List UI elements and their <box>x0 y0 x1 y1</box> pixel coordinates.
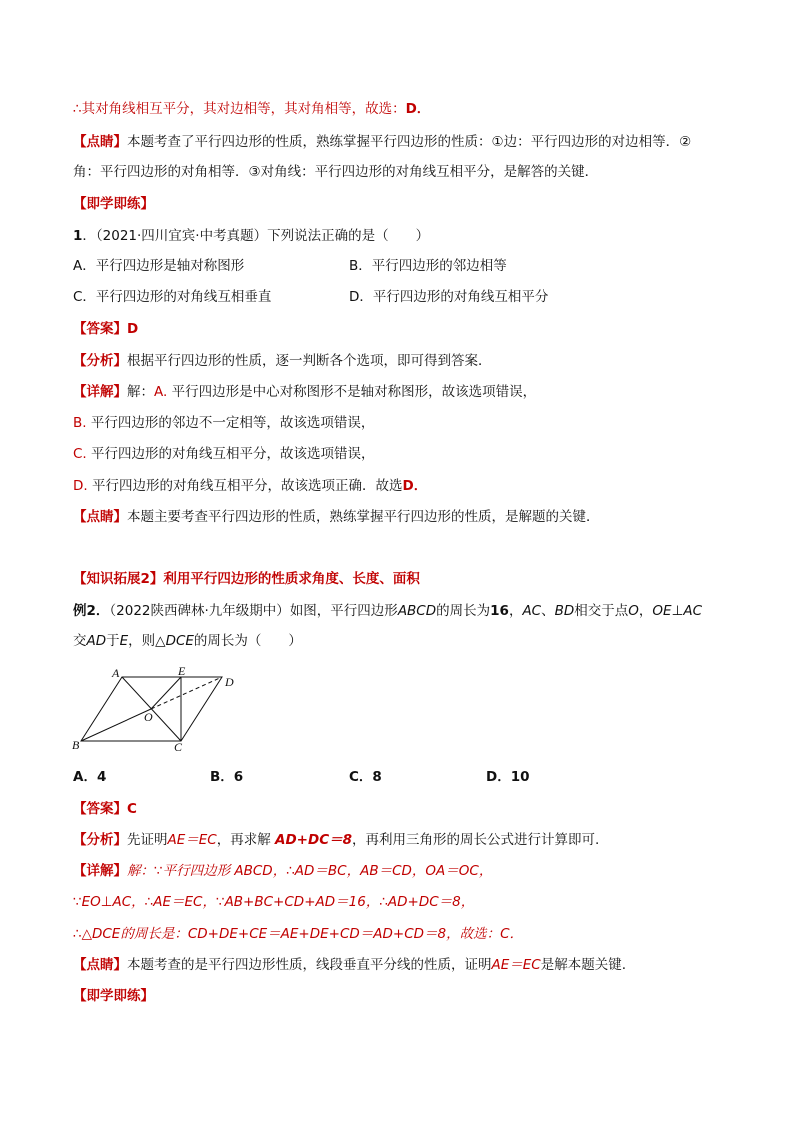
math-bd: BD <box>554 603 575 619</box>
key-point-line-1 <box>73 133 691 151</box>
key-point-1-text: 本题主要考查平行四边形的性质，熟练掌握平行四边形的性质，是解题的关键． <box>127 509 600 525</box>
example-2-text: 相交于点 <box>574 603 629 619</box>
analysis-2-tag: 【分析】 <box>73 832 127 848</box>
example-2-option-a: A．4 <box>73 769 107 785</box>
detail-1-tag: 【详解】 <box>73 384 127 400</box>
math-16: 16 <box>490 603 509 619</box>
conclusion-text: ∴其对角线相互平分，其对边相等，其对角相等，故选： <box>73 101 406 117</box>
key-point-2-tag: 【点睛】 <box>73 957 127 973</box>
math-o: O <box>628 603 639 619</box>
math-ad-dc-8: AD+DC＝8 <box>275 832 353 848</box>
section-heading-extension-2: 【知识拓展2】利用平行四边形的性质求角度、长度、面积 <box>73 571 420 587</box>
segment-eo <box>151 677 181 709</box>
detail-1-line-a <box>73 383 536 401</box>
detail-1-letter-a: A. <box>154 384 168 400</box>
answer-2-value: C <box>127 801 137 817</box>
answer-2-line <box>73 800 137 818</box>
math-oe-perp-ac: OE⊥AC <box>652 603 702 619</box>
example-2-line-2 <box>73 632 302 650</box>
conclusion-line <box>73 100 430 118</box>
example-2-text: ， <box>508 603 523 619</box>
parallelogram-figure <box>68 665 248 755</box>
key-point-text-2: 角：平行四边形的对角相等．③对角线：平行四边形的对角线互相平分，是解答的关键． <box>73 164 599 180</box>
key-point-1-tag: 【点睛】 <box>73 509 127 525</box>
practice-heading-2: 【即学即练】 <box>73 988 154 1004</box>
key-point-text: 本题考查了平行四边形的性质，熟练掌握平行四边形的性质：①边：平行四边形的对边相等．② <box>127 134 692 150</box>
example-2-text: 于 <box>106 633 120 649</box>
math-e: E <box>119 633 129 649</box>
example-2-line-1 <box>73 602 702 620</box>
answer-2-tag: 【答案】 <box>73 801 127 817</box>
math-ad: AD <box>86 633 107 649</box>
label-e: E <box>178 665 186 678</box>
key-point-2-text: 本题考查的是平行四边形性质，线段垂直平分线的性质，证明 <box>127 957 492 973</box>
label-d: D <box>225 675 234 689</box>
practice-heading-1: 【即学即练】 <box>73 196 154 212</box>
math-ae-eq-ec: AE＝EC <box>167 832 217 848</box>
key-point-tag: 【点睛】 <box>73 134 127 150</box>
analysis-1-tag: 【分析】 <box>73 353 127 369</box>
question-1-number: 1 <box>73 228 83 244</box>
example-2-text: 、 <box>541 603 555 619</box>
example-2-text: 如图，平行四边形 <box>289 603 398 619</box>
conclusion-choice: D． <box>405 101 431 117</box>
key-point-2-line <box>73 956 626 974</box>
analysis-2-text: ，再求解 <box>216 832 276 848</box>
math-ae-eq-ec-2: AE＝EC <box>491 957 541 973</box>
analysis-1-line <box>73 352 492 370</box>
analysis-2-text: ，再利用三角形的周长公式进行计算即可. <box>352 832 600 848</box>
detail-2-line-2: ∵EO⊥AC，∴AE＝EC，∵AB+BC+CD+AD＝16，∴AD+DC＝8， <box>73 894 475 910</box>
example-2-text: 的周长为 <box>436 603 491 619</box>
detail-1-text-d: 平行四边形的对角线互相平分，故该选项正确．故选 <box>87 478 403 494</box>
example-2-label: 例2． <box>73 603 110 619</box>
math-ac: AC <box>522 603 542 619</box>
question-1-option-b: B．平行四边形的邻边相等 <box>349 258 507 274</box>
detail-2-text-1: 解：∵平行四边形 ABCD，∴AD＝BC，AB＝CD，OA＝OC， <box>127 863 493 879</box>
detail-1-letter-d: D. <box>73 478 88 494</box>
analysis-1-text: 根据平行四边形的性质，逐一判断各个选项，即可得到答案． <box>127 353 492 369</box>
example-2-text: 的周长为（ ） <box>193 633 302 649</box>
example-2-text: ，则△ <box>128 633 166 649</box>
example-2-option-d: D．10 <box>486 769 530 785</box>
example-2-option-c: C．8 <box>349 769 382 785</box>
detail-1-choice: D． <box>402 478 428 494</box>
answer-1-value: D <box>127 321 139 337</box>
label-o: O <box>144 710 153 724</box>
label-c: C <box>174 740 183 754</box>
detail-1-prefix: 解： <box>127 384 154 400</box>
detail-1-letter-b: B. <box>73 415 87 431</box>
detail-1-text-b: 平行四边形的邻边不一定相等，故该选项错误， <box>86 415 375 431</box>
key-point-1-line <box>73 508 600 526</box>
question-1-option-d: D．平行四边形的对角线互相平分 <box>349 289 549 305</box>
example-2-option-b: B．6 <box>210 769 244 785</box>
label-a: A <box>112 666 120 680</box>
detail-1-line-d <box>73 477 427 495</box>
detail-2-line-3: ∴△DCE的周长是：CD+DE+CE＝AE+DE+CD＝AD+CD＝8，故选：C． <box>73 926 524 942</box>
example-2-text: ， <box>638 603 653 619</box>
example-2-text: 交 <box>73 633 87 649</box>
analysis-2-line <box>73 831 599 849</box>
label-b: B <box>72 738 80 752</box>
answer-1-tag: 【答案】 <box>73 321 127 337</box>
detail-1-letter-c: C. <box>73 446 87 462</box>
detail-2-line-1 <box>73 862 492 880</box>
detail-1-text-a: 平行四边形是中心对称图形不是轴对称图形，故该选项错误， <box>167 384 537 400</box>
question-1-text: ．（2021·四川宜宾·中考真题）下列说法正确的是（ ） <box>82 228 430 244</box>
detail-2-tag: 【详解】 <box>73 863 127 879</box>
key-point-2-text: 是解本题关键. <box>540 957 627 973</box>
key-point-line-2 <box>73 163 598 181</box>
math-abcd: ABCD <box>397 603 437 619</box>
question-1-stem <box>73 227 429 245</box>
detail-1-line-b <box>73 414 374 432</box>
analysis-2-text: 先证明 <box>127 832 168 848</box>
question-1-option-a: A．平行四边形是轴对称图形 <box>73 258 245 274</box>
detail-1-text-c: 平行四边形的对角线互相平分，故该选项错误， <box>86 446 375 462</box>
example-2-source: （2022陕西碑林·九年级期中） <box>109 603 290 619</box>
detail-1-line-c <box>73 445 375 463</box>
math-dce: DCE <box>165 633 194 649</box>
answer-1-line <box>73 320 138 338</box>
question-1-option-c: C．平行四边形的对角线互相垂直 <box>73 289 272 305</box>
